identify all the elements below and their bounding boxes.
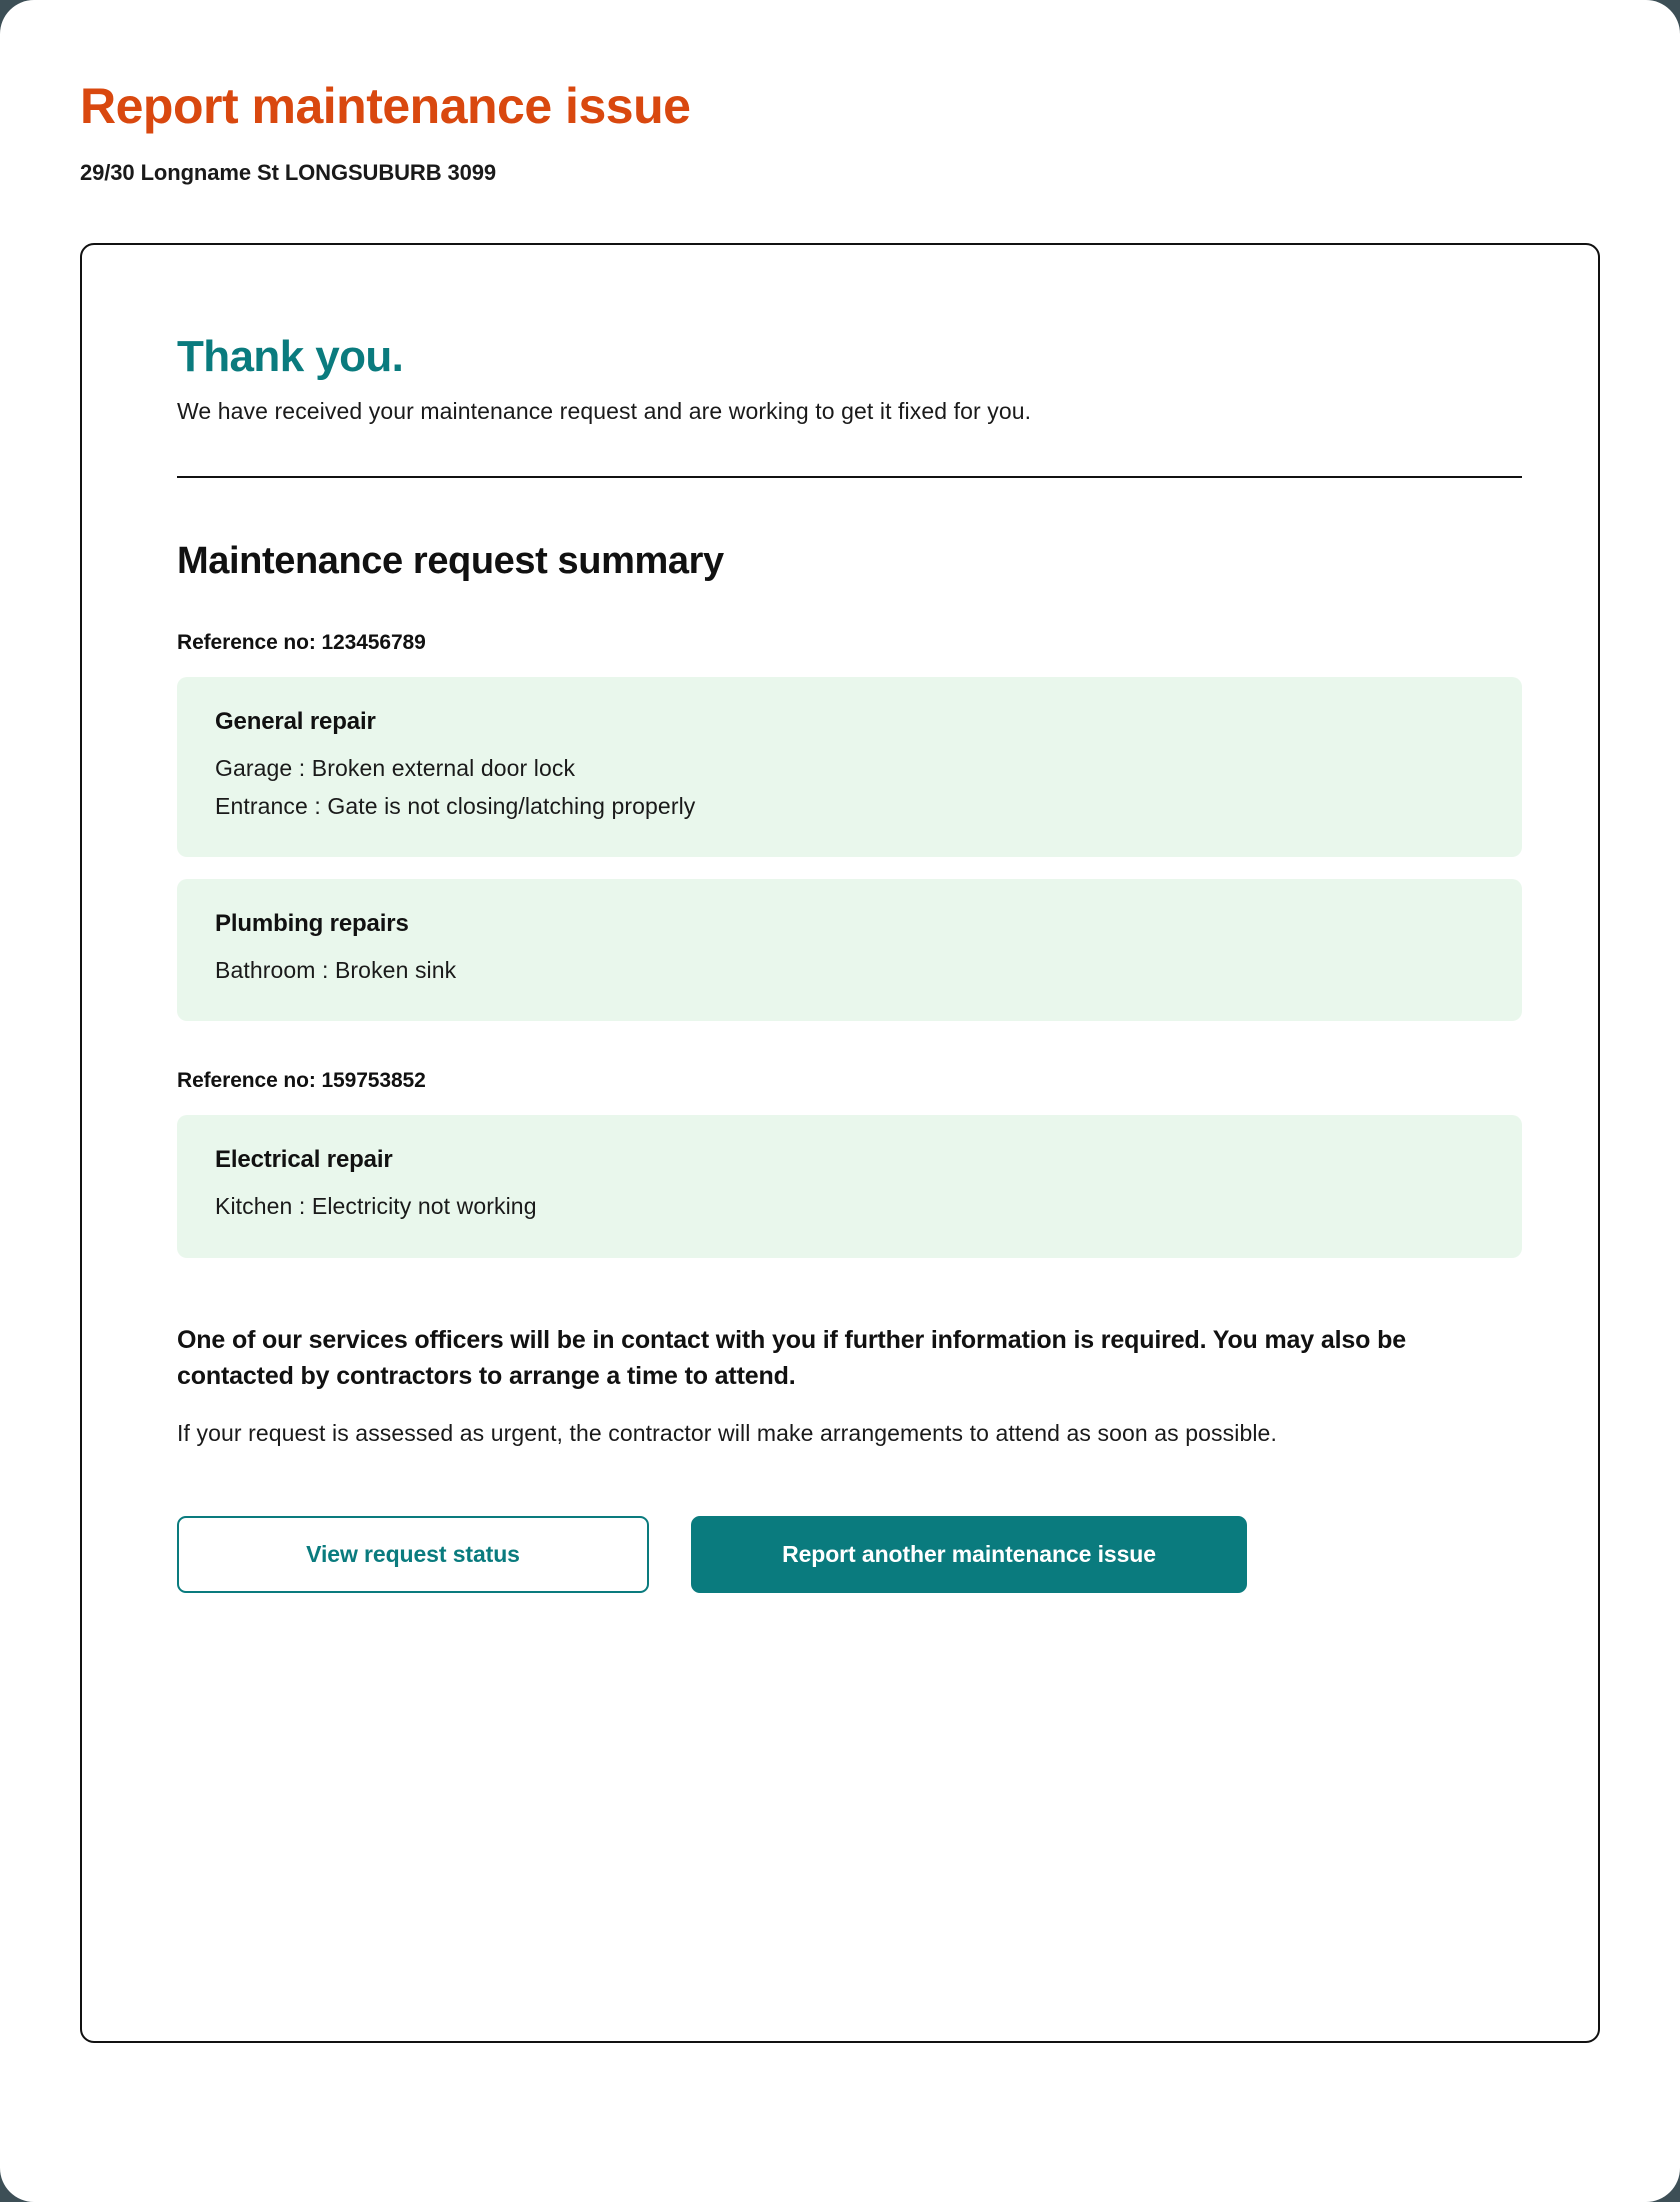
summary-title: Maintenance request summary xyxy=(177,540,724,583)
section-divider xyxy=(177,476,1522,478)
contact-notice: One of our services officers will be in contact with you if further information is required. You may also be contacted by contractors to arrange a time to attend. xyxy=(177,1325,1406,1391)
reference-number: Reference no: 123456789 xyxy=(177,631,426,655)
urgent-notice: If your request is assessed as urgent, the contractor will make arrangements to attend as soon as possible. xyxy=(177,1419,1277,1446)
property-address: 29/30 Longname St LONGSUBURB 3099 xyxy=(80,159,497,185)
view-request-status-button[interactable]: View request status xyxy=(177,1516,649,1593)
repair-detail: Entrance : Gate is not closing/latching properly xyxy=(215,792,696,819)
thank-you-heading: Thank you. xyxy=(177,331,404,381)
repair-category: Plumbing repairs xyxy=(215,909,409,937)
requests-list xyxy=(177,631,1432,1257)
repair-detail: Bathroom : Broken sink xyxy=(215,956,457,983)
repair-detail: Kitchen : Electricity not working xyxy=(215,1193,537,1220)
confirmation-card-body xyxy=(82,245,1432,1593)
action-buttons xyxy=(177,1516,1432,1593)
report-another-issue-button[interactable]: Report another maintenance issue xyxy=(691,1516,1247,1593)
repair-category: General repair xyxy=(215,708,376,736)
repair-card xyxy=(177,879,1522,1021)
confirmation-card xyxy=(80,243,1600,2043)
repair-category: Electrical repair xyxy=(215,1146,393,1174)
thank-you-message: We have received your maintenance request and are working to get it fixed for you. xyxy=(177,397,1032,424)
page-title: Report maintenance issue xyxy=(80,78,691,134)
request-group xyxy=(177,631,1432,1021)
repair-card xyxy=(177,1115,1522,1257)
repair-card xyxy=(177,677,1522,857)
reference-number: Reference no: 159753852 xyxy=(177,1069,426,1093)
request-group xyxy=(177,1069,1432,1257)
repair-detail: Garage : Broken external door lock xyxy=(215,755,576,782)
